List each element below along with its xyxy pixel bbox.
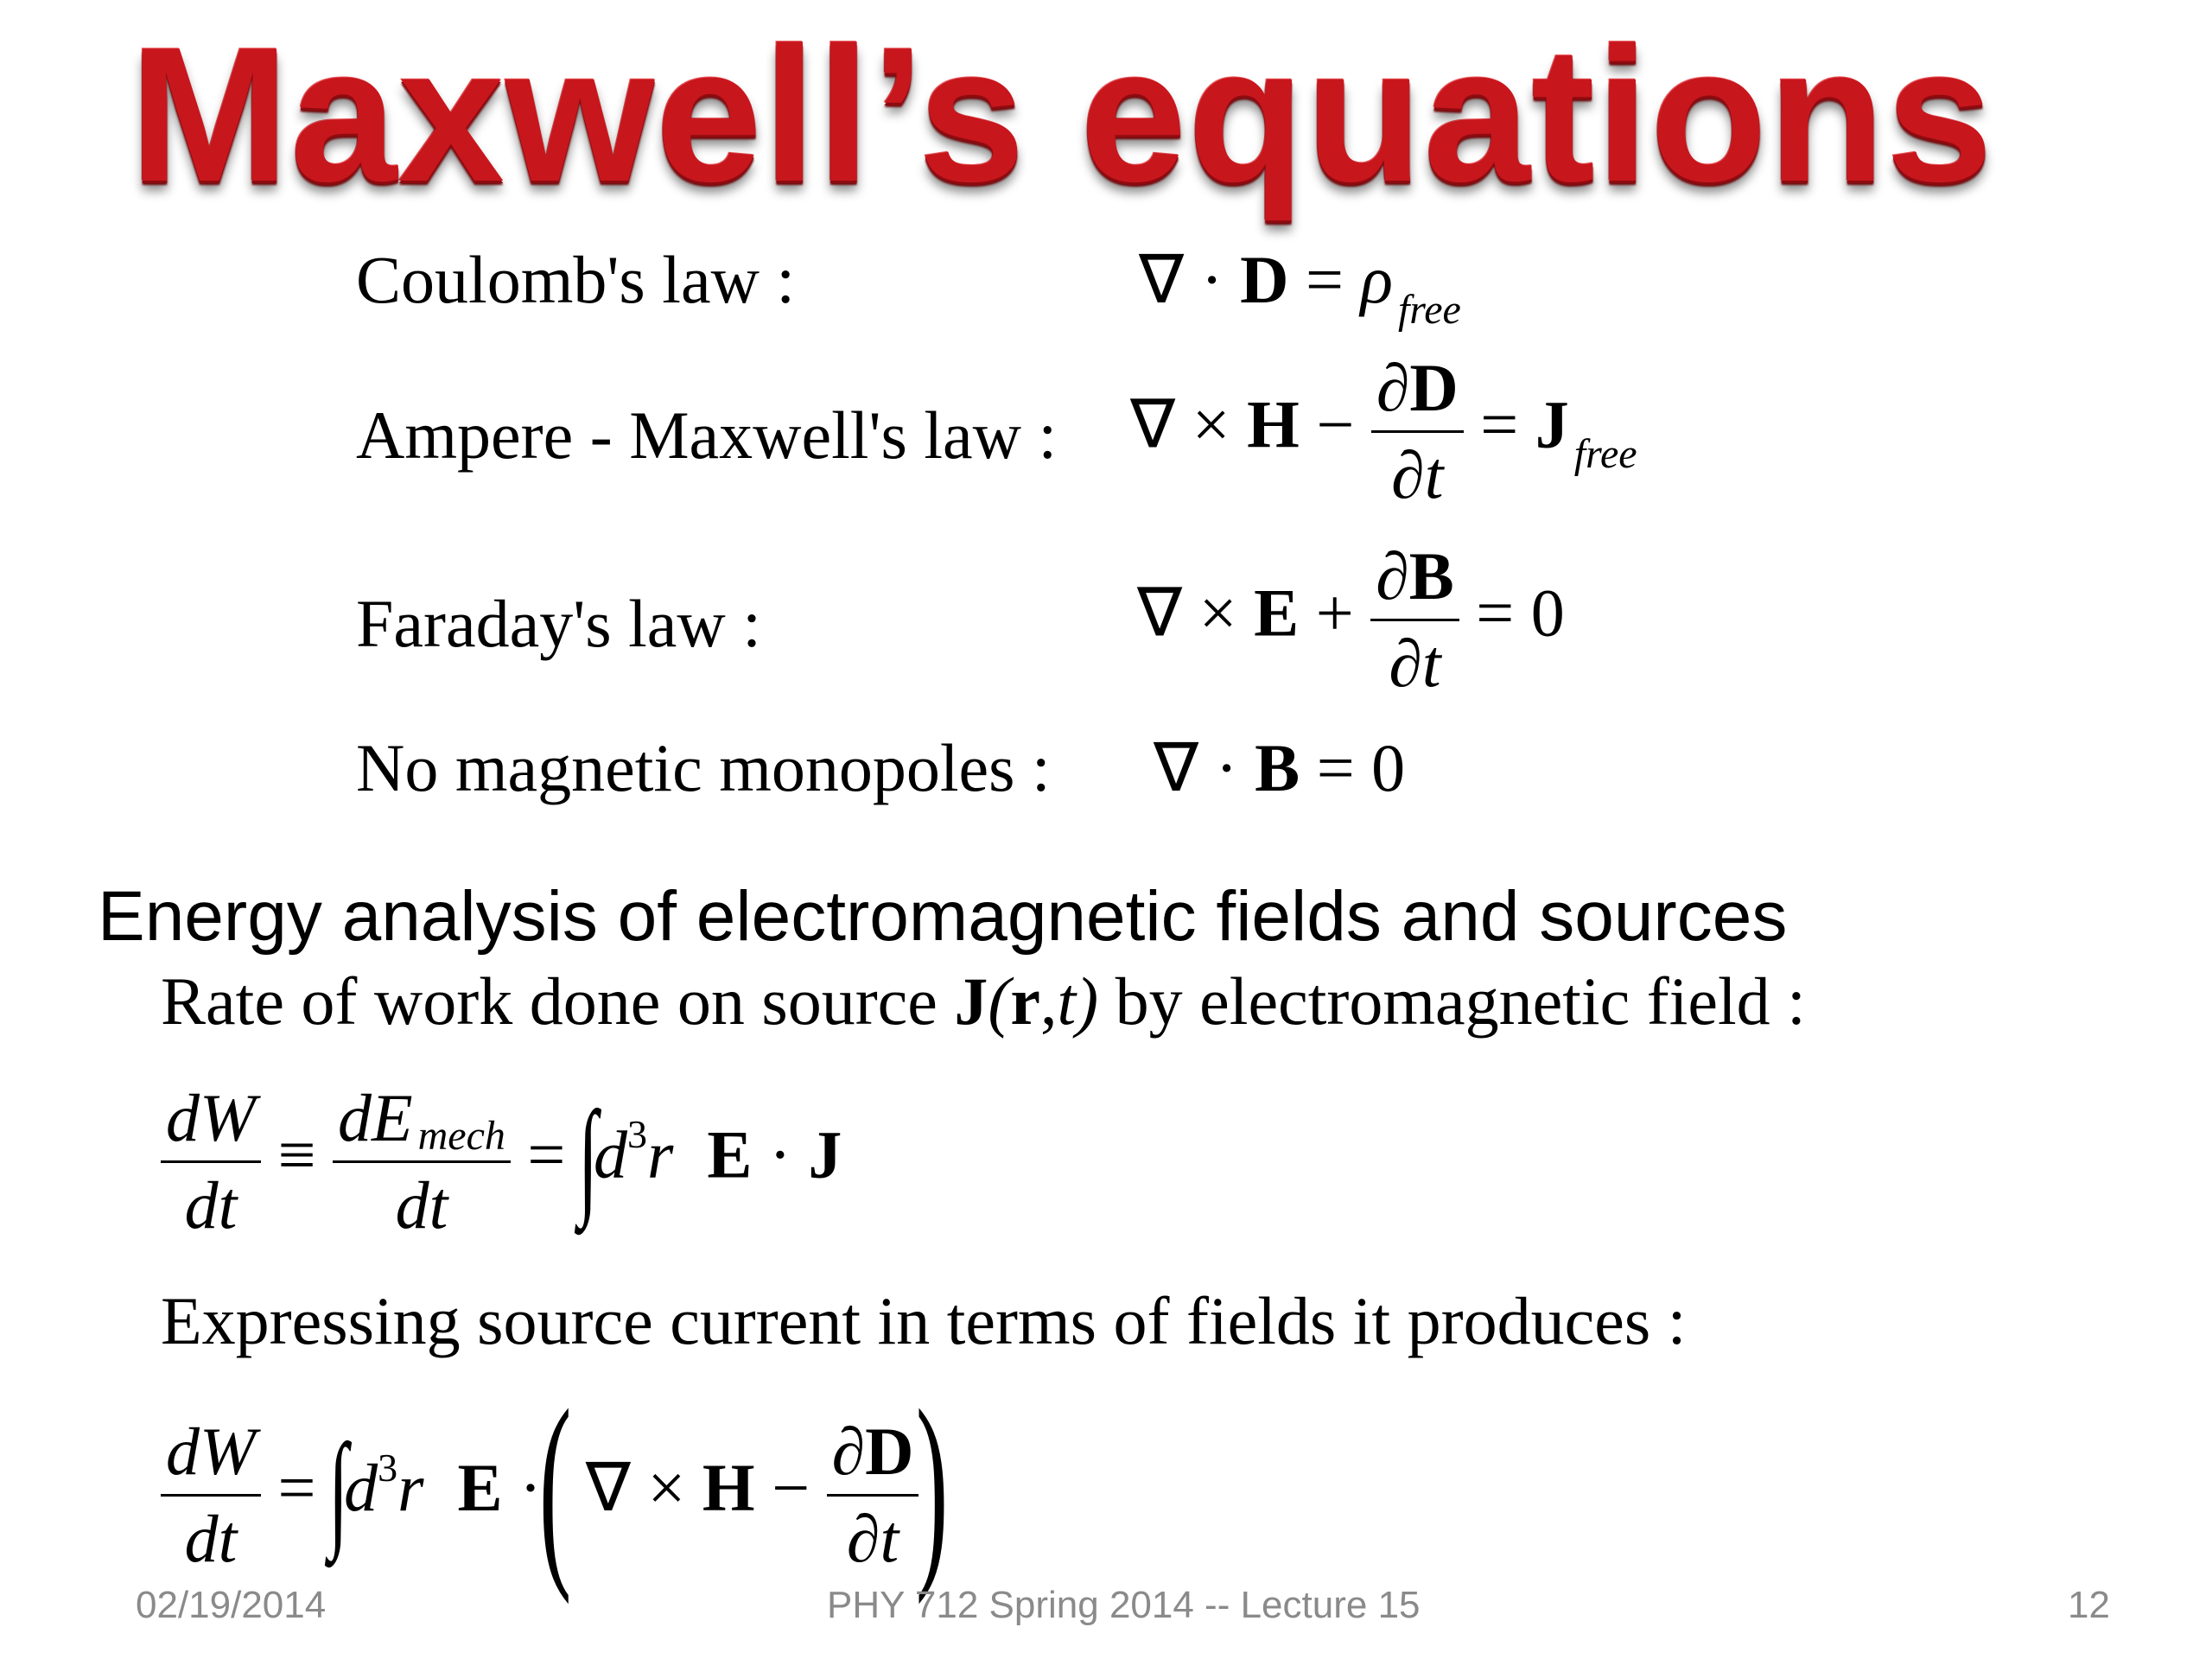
faraday-law-label: Faraday's law : [356,586,761,661]
right-paren: ) [916,1366,949,1605]
footer-page-number: 12 [2068,1584,2110,1626]
dEmech-dt-fraction: $\frac{\text{dE mech}}{dt}$ [333,1084,511,1239]
source-current-expression: J(r,t) [954,963,1099,1039]
power-equation: $\frac{dW}{dt}$ ≡ $\frac{\text{dE mech}}{dt}$ = $\int d^3r$ E · J [161,1084,842,1239]
footer-course: PHY 712 Spring 2014 -- Lecture 15 [827,1584,1421,1626]
integral-sign: ∫ [578,1084,598,1229]
dD-dt-fraction: $\frac{\partial D}{\partial t}$ [1371,354,1464,509]
no-monopoles-label: No magnetic monopoles : [356,730,1051,805]
dW-dt-fraction: $\frac{dW}{dt}$ [161,1084,261,1239]
ampere-maxwell-law-label: Ampere - Maxwell's law : [356,397,1058,473]
integral-sign-2: ∫ [328,1418,348,1561]
footer-date: 02/19/2014 [136,1584,327,1626]
slide-title: Maxwell’s equations [130,8,1994,222]
coulomb-law-equation: ∇ · D = ρ $_{free}$ [1139,242,1461,333]
dW-dt-fraction-2: $\frac{dW}{dt}$ [161,1418,261,1573]
rate-of-work-text: Rate of work done on source J(r,t) by electromagnetic field : [161,963,1806,1039]
section-heading: Energy analysis of electromagnetic fields and sources [98,877,1788,956]
coulomb-law-label: Coulomb's law : [356,242,796,317]
ampere-maxwell-law-equation: ∇ × H − $\frac{\partial D}{\partial t}$ = J $_{free}$ [1130,350,1637,512]
dB-dt-fraction: $\frac{\partial B}{\partial t}$ [1370,543,1459,697]
expressing-text: Expressing source current in terms of fields it produces : [161,1283,1687,1358]
no-monopoles-equation: ∇ · B = 0 [1154,730,1406,805]
dD-dt-fraction-2: $\frac{\partial D}{\partial t}$ [827,1418,919,1573]
left-paren: ( [538,1366,572,1605]
power-fields-equation: $\frac{dW}{dt}$ = $\int d^3r$ E ·( ∇ × H − $\frac{\partial D}{\partial t}$ ) [161,1408,946,1581]
faraday-law-equation: ∇ × E + $\frac{\partial B}{\partial t}$ = 0 [1137,538,1565,701]
